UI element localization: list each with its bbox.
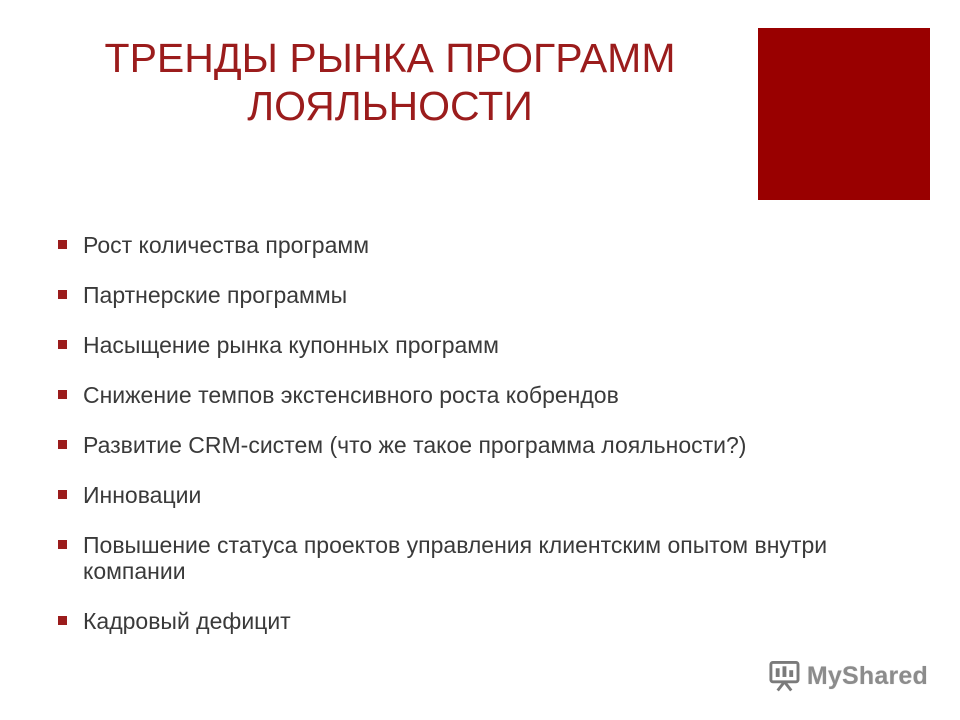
bullet-text: Инновации (83, 482, 202, 508)
slide-title (40, 34, 740, 130)
square-bullet-icon (58, 240, 67, 249)
bullet-item (58, 608, 918, 634)
square-bullet-icon (58, 390, 67, 399)
bullet-text: Насыщение рынка купонных программ (83, 332, 499, 358)
accent-square (758, 28, 930, 200)
watermark-text: MyShared (806, 661, 928, 690)
bullet-item (58, 282, 918, 308)
bullet-item (58, 482, 918, 508)
bullet-text: Развитие CRM-систем (что же такое программа лояльности?) (83, 432, 747, 458)
presentation-board-icon (768, 659, 801, 693)
bullet-item (58, 532, 918, 584)
bullet-item (58, 332, 918, 358)
square-bullet-icon (58, 440, 67, 449)
slide-title-line-2: ЛОЯЛЬНОСТИ (247, 83, 533, 129)
square-bullet-icon (58, 490, 67, 499)
bullet-text: Кадровый дефицит (83, 608, 291, 634)
bullet-item (58, 432, 918, 458)
bullet-text: Рост количества программ (83, 232, 370, 258)
bullet-text: Повышение статуса проектов управления клиентским опытом внутри компании (83, 532, 828, 584)
square-bullet-icon (58, 290, 67, 299)
square-bullet-icon (58, 340, 67, 349)
square-bullet-icon (58, 540, 67, 549)
myshared-watermark (768, 656, 928, 696)
bullet-text: Партнерские программы (83, 282, 348, 308)
bullet-item (58, 232, 918, 258)
bullet-text: Снижение темпов экстенсивного роста кобрендов (83, 382, 619, 408)
square-bullet-icon (58, 616, 67, 625)
bullet-item (58, 382, 918, 408)
slide-title-line-1: ТРЕНДЫ РЫНКА ПРОГРАММ (104, 35, 676, 81)
bullet-list (58, 232, 918, 658)
